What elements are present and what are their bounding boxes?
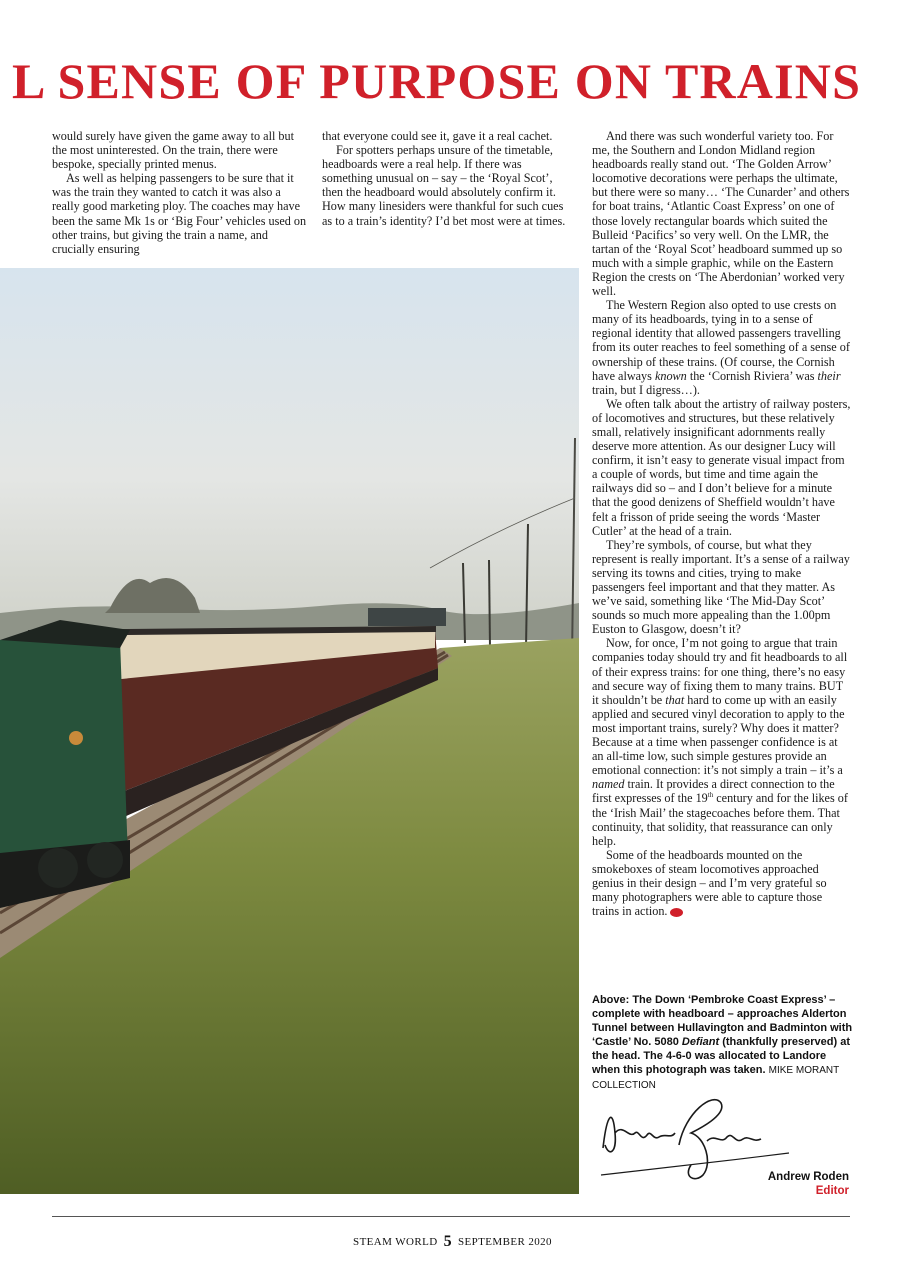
emphasis: that	[665, 692, 685, 707]
footer-rule	[52, 1216, 850, 1217]
text-column-2	[322, 129, 568, 228]
text-run: century and for the likes of the ‘Irish Mail’ the stagecoaches before them. That continuity, that solidity, that reassurance can only help.	[592, 791, 848, 848]
paragraph: We often talk about the artistry of railway posters, of locomotives and structures, but these relatively small, relatively insignificant adornments really deserve more attention. As our designer Lucy will confirm, it isn’t easy to generate visual impact from a couple of words, but time and time again the railways did so – and I don’t believe for a minute that the good denizens of Sheffield wouldn’t have felt a frisson of pride seeing the words ‘Master Cutler’ at the head of a train.	[592, 396, 851, 538]
photo-credit: MIKE MORANT COLLECTION	[592, 1065, 840, 1091]
paragraph: would surely have given the game away to all but the most uninterested. On the train, there were bespoke, specially printed menus.	[52, 129, 294, 172]
end-mark-icon: STW	[670, 908, 683, 917]
paragraph: that everyone could see it, gave it a real cachet.	[322, 129, 553, 143]
page-footer	[0, 1233, 905, 1251]
paragraph	[592, 298, 851, 397]
text-run: the ‘Cornish Riviera’ was	[686, 368, 818, 383]
paragraph: And there was such wonderful variety too. For me, the Southern and London Midland region headboards really stand out. ‘The Golden Arrow’ locomotive decorations were perhaps the ultimate, but there were so many… ‘The Cunarder’ and others for boat trains, ‘Atlantic Coast Express’ on one of those lovely rectangular boards which suited the Bulleid ‘Pacifics’ so very well. On the LMR, the tartan of the ‘Royal Scot’ headboard summed up so much with a simple graphic, while on the Eastern Region the crests on ‘The Aberdonian’ worked very well.	[592, 129, 850, 299]
text-run: Now, for once, I’m not going to argue that train companies today should try and fit headboards to all of their express trains: for one thing, there’s no easy and secure way of fixing them to many trains. BUT it shouldn’t be	[592, 636, 848, 707]
train-photo	[0, 268, 579, 1194]
magazine-name: STEAM WORLD	[353, 1236, 438, 1248]
editor-signature-icon	[595, 1093, 795, 1183]
caption-text: Above: The Down ‘Pembroke Coast Express’ – complete with headboard – approaches Alderton Tunnel between Hullavington and Badminton with ‘Castle’ No. 5080	[592, 994, 853, 1048]
text-run: train, but I digress…).	[592, 382, 700, 397]
photo-caption	[592, 993, 854, 1093]
caption-emphasis: Defiant	[681, 1036, 720, 1048]
page-number: 5	[443, 1233, 453, 1250]
paragraph	[592, 848, 851, 918]
text-run: train. It provides a direct connection to the first expresses of the 19	[592, 777, 835, 806]
text-run: hard to come up with an easily applied and secured vinyl decoration to apply to the most important trains, surely? Why does it matter? Because at a time when passenger confidence is at an all-time low, such simple gestures provide an emotional connection: it’s not simply a train – it’s a	[592, 692, 845, 778]
text-run: The Western Region also opted to use crests on many of its headboards, tying in to a sense of regional identity that allowed passengers travelling from its outer reaches to feel something of a sense of ownership of these trains. (Of course, the Cornish have always	[592, 298, 850, 383]
caption-text: (thankfully preserved) at the head. The 4-6-0 was allocated to Landore when this photograph was taken.	[592, 1036, 850, 1076]
paragraph: They’re symbols, of course, but what they represent is really important. It’s a sense of a railway serving its towns and cities, trying to make passengers feel important and that they matter. As we’ve said, something like ‘The Mid-Day Scot’ sounds so much more appealing than the 1.00pm Euston to Glasgow, doesn’t it?	[592, 537, 850, 637]
superscript: th	[707, 791, 714, 800]
text-column-1	[52, 129, 310, 256]
page-headline: L SENSE OF PURPOSE ON TRAINS	[12, 53, 862, 109]
editor-name: Andrew Roden	[767, 1171, 849, 1183]
emphasis: named	[592, 777, 625, 792]
emphasis: their	[817, 368, 841, 383]
issue-date: SEPTEMBER 2020	[458, 1236, 552, 1248]
text-column-3	[592, 129, 851, 918]
paragraph: As well as helping passengers to be sure that it was the train they wanted to catch it was also a really good marketing ploy. The coaches may have been the same Mk 1s or ‘Big Four’ vehicles used on other trains, but giving the train a name, and crucially ensuring	[52, 171, 307, 256]
emphasis: known	[654, 368, 687, 383]
editor-role: Editor	[815, 1185, 849, 1197]
text-run: Some of the headboards mounted on the smokeboxes of steam locomotives approached genius in their design – and I’m very grateful so many photographers were able to capture those trains in action.	[592, 847, 827, 919]
paragraph: For spotters perhaps unsure of the timetable, headboards were a real help. If there was something unusual on – say – the ‘Royal Scot’, then the headboard would absolutely confirm it. How many linesiders were thankful for such cues as to a train’s identity? I’d bet most were at times.	[322, 143, 566, 228]
paragraph	[592, 636, 851, 847]
